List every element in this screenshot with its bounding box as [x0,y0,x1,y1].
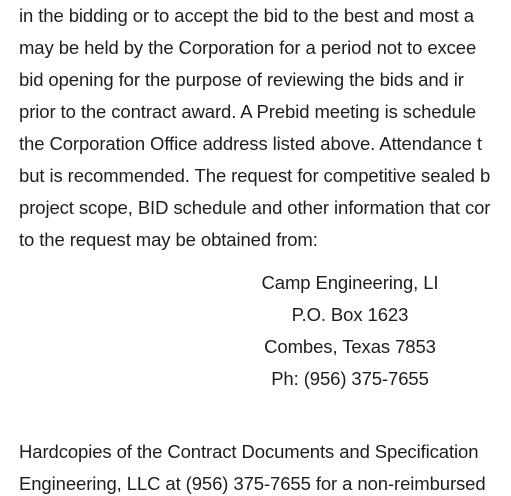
paragraph-line: project scope, BID schedule and other information that cor [19,197,491,218]
paragraph-line: prior to the contract award. A Prebid meeting is schedule [19,101,477,122]
address-city: Combes, Texas 7853 [264,336,436,357]
paragraph-line: Engineering, LLC at (956) 375-7655 for a non-reimbursed [19,473,486,494]
paragraph-line: bid opening for the purpose of reviewing the bids and ir [19,69,464,90]
paragraph-line: in the bidding or to accept the bid to the best and most a [19,5,474,26]
address-po-box: P.O. Box 1623 [291,304,409,325]
address-phone: Ph: (956) 375-7655 [271,368,429,389]
paragraph-line: to the request may be obtained from: [19,229,318,250]
paragraph-line: may be held by the Corporation for a period not to excee [19,37,477,58]
paragraph-line: but is recommended. The request for competitive sealed b [19,165,491,186]
paragraph-line: the Corporation Office address listed above. Attendance t [19,133,482,154]
address-company: Camp Engineering, LI [261,272,439,293]
paragraph-line: Hardcopies of the Contract Documents and Specification [19,441,479,462]
